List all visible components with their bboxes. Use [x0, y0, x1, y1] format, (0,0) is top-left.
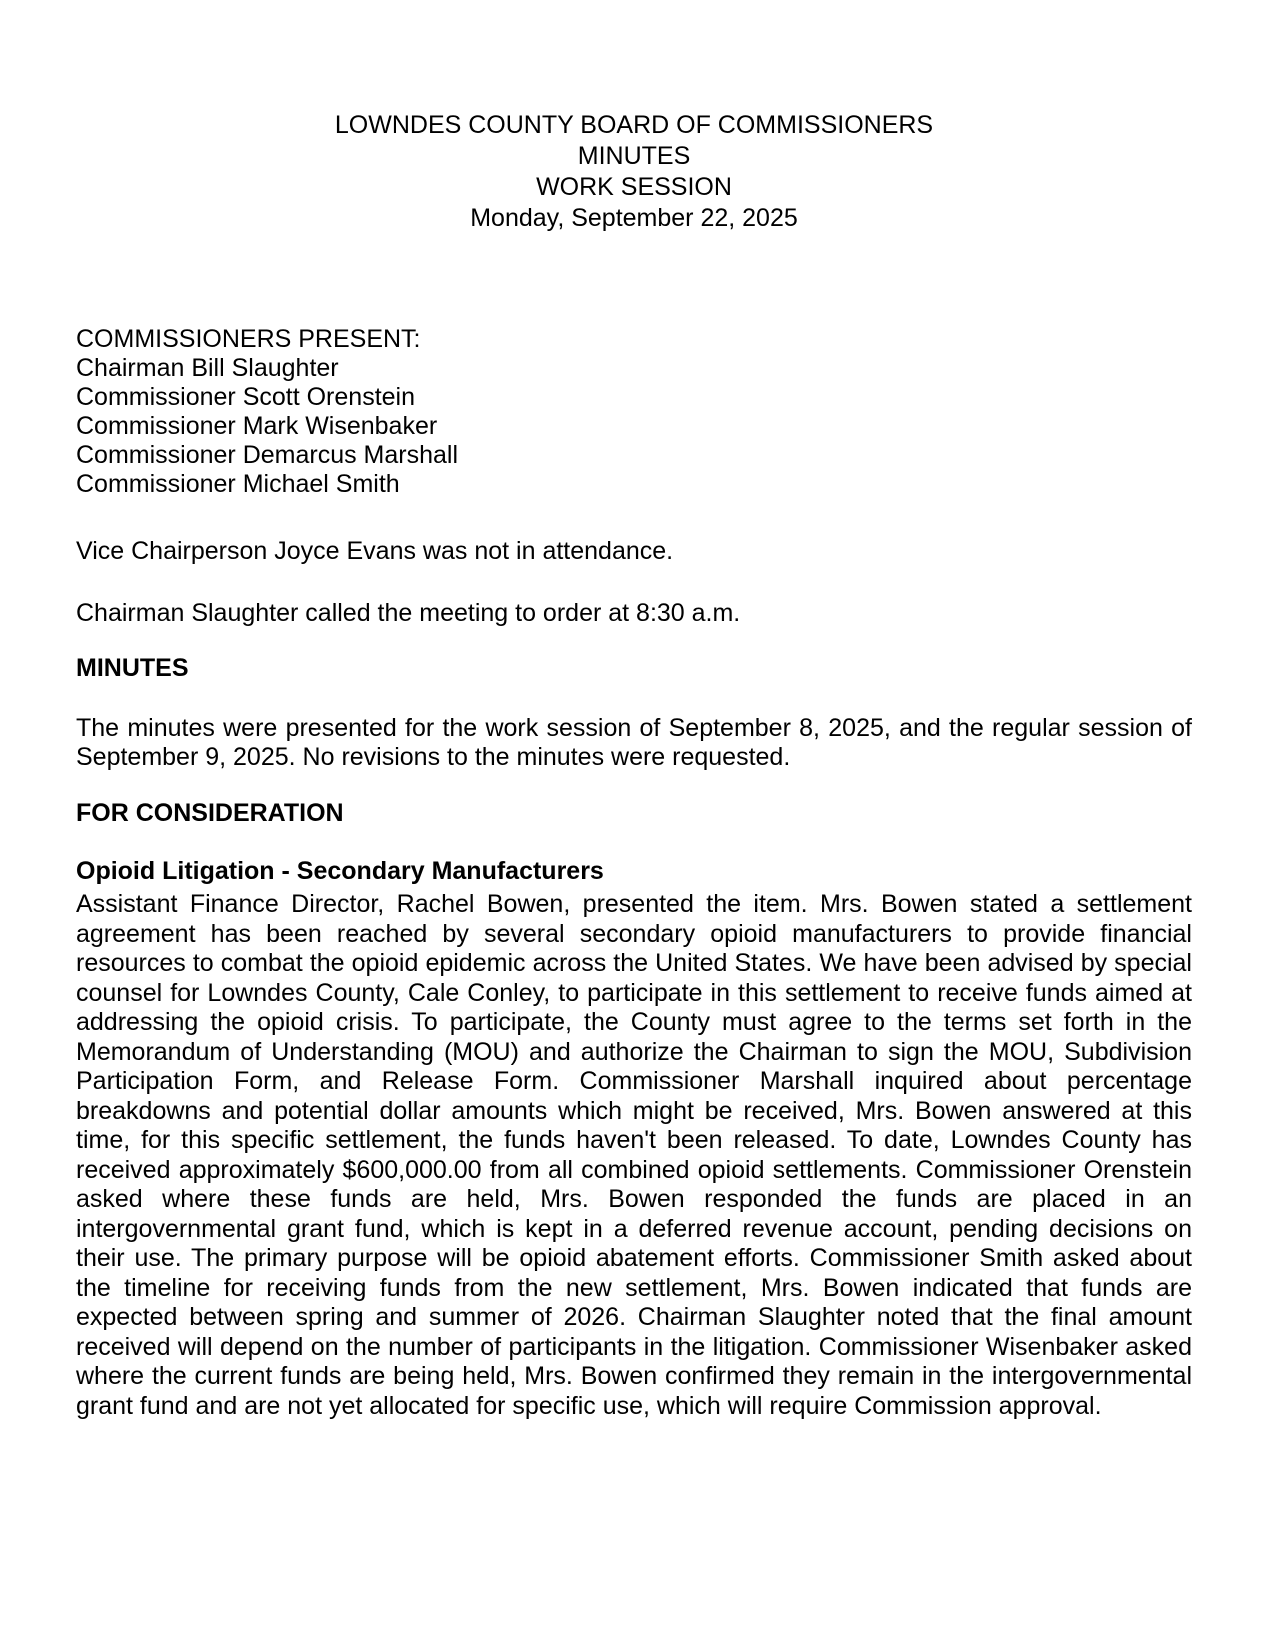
commissioner-name: Commissioner Scott Orenstein: [76, 383, 416, 411]
for-consideration-heading: FOR CONSIDERATION: [76, 799, 344, 827]
absence-note: Vice Chairperson Joyce Evans was not in attendance.: [76, 537, 674, 565]
opioid-litigation-item-heading: Opioid Litigation - Secondary Manufacturers: [76, 857, 604, 885]
minutes-section-heading: MINUTES: [76, 654, 189, 682]
call-to-order-note: Chairman Slaughter called the meeting to order at 8:30 a.m.: [76, 599, 741, 627]
title-line-session-type: WORK SESSION: [536, 173, 732, 201]
title-line-organization: LOWNDES COUNTY BOARD OF COMMISSIONERS: [334, 111, 934, 139]
commissioner-name: Commissioner Demarcus Marshall: [76, 441, 459, 469]
minutes-section-paragraph: The minutes were presented for the work session of September 8, 2025, and the regular session of September 9, 2025. No revisions to the minutes were requested.: [76, 714, 1192, 771]
opioid-litigation-item-paragraph: Assistant Finance Director, Rachel Bowen, presented the item. Mrs. Bowen stated a settlement agreement has been reached by several secondary opioid manufacturers to provide financial resources to combat the opioid epidemic across the United States. We have been advised by special counsel for Lowndes County, Cale Conley, to participate in this settlement to receive funds aimed at addressing the opioid crisis. To participate, the County must agree to the terms set forth in the Memorandum of Understanding (MOU) and authorize the Chairman to sign the MOU, Subdivision Participation Form, and Release Form. Commissioner Marshall inquired about percentage breakdowns and potential dollar amounts which might be received, Mrs. Bowen answered at this time, for this specific settlement, the funds haven't been released. To date, Lowndes County has received approximately $600,000.00 from all combined opioid settlements. Commissioner Orenstein asked where these funds are held, Mrs. Bowen responded the funds are placed in an intergovernmental grant fund, which is kept in a deferred revenue account, pending decisions on their use. The primary purpose will be opioid abatement efforts. Commissioner Smith asked about the timeline for receiving funds from the new settlement, Mrs. Bowen indicated that funds are expected between spring and summer of 2026. Chairman Slaughter noted that the final amount received will depend on the number of participants in the litigation. Commissioner Wisenbaker asked where the current funds are being held, Mrs. Bowen confirmed they remain in the intergovernmental grant fund and are not yet allocated for specific use, which will require Commission approval.: [76, 890, 1192, 1420]
commissioners-present-heading: COMMISSIONERS PRESENT:: [76, 325, 421, 353]
commissioner-name: Commissioner Mark Wisenbaker: [76, 412, 438, 440]
commissioners-present-block: [76, 325, 1192, 499]
commissioner-name: Commissioner Michael Smith: [76, 470, 400, 498]
commissioner-name: Chairman Bill Slaughter: [76, 354, 339, 382]
title-line-date: Monday, September 22, 2025: [470, 204, 798, 232]
document-title-block: [76, 110, 1192, 234]
title-line-document-type: MINUTES: [577, 142, 691, 170]
